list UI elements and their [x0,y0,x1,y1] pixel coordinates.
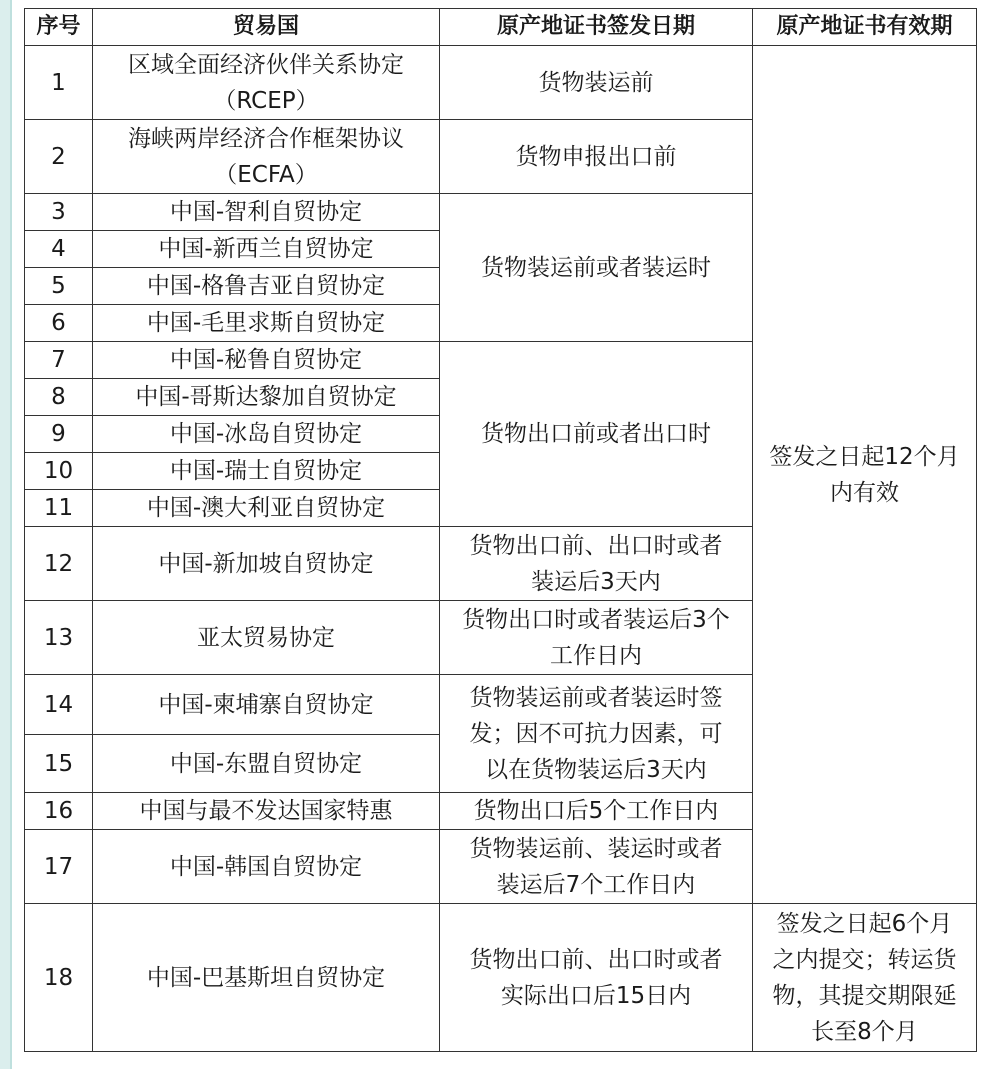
country-cell: 中国-哥斯达黎加自贸协定 [93,379,440,416]
row-num: 14 [25,675,93,735]
country-cell: 中国-智利自贸协定 [93,194,440,231]
row-num: 4 [25,231,93,268]
row-num: 15 [25,735,93,793]
issue-date-cell: 货物申报出口前 [440,120,753,194]
issue-date-line: 发；因不可抗力因素，可 [469,720,723,747]
country-cell: 中国-秘鲁自贸协定 [93,342,440,379]
header-country: 贸易国 [93,9,440,46]
row-num: 17 [25,830,93,904]
issue-date-line: 实际出口后15日内 [500,982,692,1009]
row-num: 13 [25,601,93,675]
validity-line: 之内提交；转运货 [772,946,957,973]
row-num: 12 [25,527,93,601]
country-line: 区域全面经济伙伴关系协定 [128,51,404,78]
country-cell: 中国-韩国自贸协定 [93,830,440,904]
country-cell: 中国-柬埔寨自贸协定 [93,675,440,735]
country-cell: 中国-新加坡自贸协定 [93,527,440,601]
header-num: 序号 [25,9,93,46]
validity-line: 物，其提交期限延 [772,982,957,1009]
issue-date-cell: 货物出口后5个工作日内 [440,793,753,830]
issue-date-line: 以在货物装运后3天内 [485,756,707,783]
country-line: （RCEP） [213,87,319,114]
row-num: 16 [25,793,93,830]
issue-date-cell: 货物装运前 [440,46,753,120]
issue-date-line: 工作日内 [550,642,642,669]
country-line: （ECFA） [214,161,318,188]
issue-date-line: 货物出口前、出口时或者 [469,946,723,973]
row-num: 2 [25,120,93,194]
country-cell: 中国-澳大利亚自贸协定 [93,490,440,527]
issue-date-cell [440,904,753,1052]
header-issue-date: 原产地证书签发日期 [440,9,753,46]
validity-line: 内有效 [830,479,899,506]
row-num: 5 [25,268,93,305]
country-cell: 中国-毛里求斯自贸协定 [93,305,440,342]
issue-date-line: 货物装运前或者装运时签 [469,684,723,711]
table-row [25,46,977,120]
header-row [25,9,977,46]
row-num: 6 [25,305,93,342]
country-cell: 中国-巴基斯坦自贸协定 [93,904,440,1052]
row-num: 1 [25,46,93,120]
issue-date-cell [440,527,753,601]
issue-date-cell: 货物装运前或者装运时 [440,194,753,342]
issue-date-line: 装运后3天内 [531,568,661,595]
country-line: 海峡两岸经济合作框架协议 [128,125,404,152]
left-decorative-stripe [0,0,12,1069]
row-num: 10 [25,453,93,490]
issue-date-cell [440,675,753,793]
validity-line: 签发之日起12个月 [769,443,960,470]
country-cell: 中国与最不发达国家特惠 [93,793,440,830]
country-cell: 中国-格鲁吉亚自贸协定 [93,268,440,305]
issue-date-line: 货物装运前、装运时或者 [469,835,723,862]
certificate-of-origin-table [24,8,977,1052]
country-cell [93,120,440,194]
row-num: 8 [25,379,93,416]
row-num: 7 [25,342,93,379]
country-cell: 中国-新西兰自贸协定 [93,231,440,268]
issue-date-line: 货物出口时或者装运后3个 [462,606,730,633]
table-row [25,904,977,1052]
validity-line: 长至8个月 [811,1018,918,1045]
country-cell: 中国-瑞士自贸协定 [93,453,440,490]
issue-date-line: 货物出口前、出口时或者 [469,532,723,559]
row-num: 9 [25,416,93,453]
header-validity: 原产地证书有效期 [753,9,977,46]
validity-cell [753,904,977,1052]
country-cell [93,46,440,120]
validity-line: 签发之日起6个月 [776,910,953,937]
country-cell: 亚太贸易协定 [93,601,440,675]
validity-cell [753,46,977,904]
issue-date-cell [440,830,753,904]
row-num: 3 [25,194,93,231]
country-cell: 中国-东盟自贸协定 [93,735,440,793]
issue-date-cell: 货物出口前或者出口时 [440,342,753,527]
country-cell: 中国-冰岛自贸协定 [93,416,440,453]
issue-date-cell [440,601,753,675]
row-num: 11 [25,490,93,527]
row-num: 18 [25,904,93,1052]
issue-date-line: 装运后7个工作日内 [496,871,696,898]
